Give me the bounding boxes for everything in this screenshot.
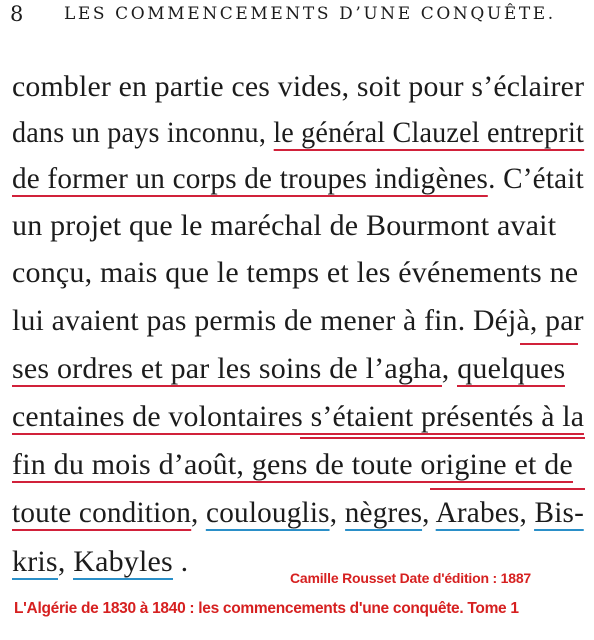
blue-underlined-word: Kabyles xyxy=(73,545,173,578)
text-segment: conçu, mais que le temps et les événements ne xyxy=(12,256,579,289)
underlined-phrase: quelques xyxy=(457,352,566,385)
text-segment: combler en partie ces vides, soit pour s’éclairer xyxy=(12,70,585,103)
text-line-4 xyxy=(12,209,556,243)
text-segment: un projet que le maréchal de Bourmont avait xyxy=(12,209,557,242)
text-segment: . C’était xyxy=(488,162,584,195)
text-line-10 xyxy=(12,496,584,530)
underlined-phrase: centaines de volontaires s’étaient présentés à la xyxy=(12,400,585,433)
text-segment: , xyxy=(57,545,74,578)
blue-underlined-word: nègres xyxy=(344,496,423,529)
blue-underlined-word: Bis- xyxy=(534,496,584,529)
text-line-8 xyxy=(12,400,584,434)
underlined-phrase: fin du mois d’août, xyxy=(12,448,252,481)
running-head: LES COMMENCEMENTS D’UNE CONQUÊTE. xyxy=(64,4,556,24)
underlined-phrase: ses ordres et par les soins de l’agha xyxy=(12,352,442,385)
text-line-5 xyxy=(12,256,578,290)
text-line-9 xyxy=(12,448,573,482)
text-segment: lui avaient pas permis de mener à fin. Déjà, par xyxy=(12,304,584,337)
text-segment: , xyxy=(441,352,458,385)
blue-underlined-word: coulouglis xyxy=(206,496,330,529)
text-segment: , xyxy=(519,496,535,529)
page-number: 8 xyxy=(10,2,24,26)
underlined-phrase: toute condition xyxy=(12,496,192,529)
text-segment: , xyxy=(191,496,207,529)
red-pen-mark xyxy=(520,343,578,345)
text-segment: , xyxy=(422,496,436,529)
underlined-phrase: de former un corps de troupes indigènes xyxy=(12,162,489,195)
text-segment: dans un pays inconnu, xyxy=(12,116,274,149)
text-line-11 xyxy=(12,545,188,579)
text-line-7 xyxy=(12,352,565,386)
text-line-3 xyxy=(12,162,584,196)
red-pen-mark xyxy=(300,437,585,439)
text-segment: . xyxy=(172,545,189,578)
text-segment: , xyxy=(329,496,345,529)
text-line-1 xyxy=(12,70,584,104)
red-pen-mark xyxy=(430,488,585,490)
underlined-phrase: gens de toute origine et de xyxy=(251,448,573,481)
title-annotation: L'Algérie de 1830 à 1840 : les commencements d'une conquête. Tome 1 xyxy=(14,600,519,617)
text-line-6 xyxy=(12,304,584,338)
blue-underlined-word: Arabes xyxy=(435,496,520,529)
blue-underlined-word: kris xyxy=(12,545,58,578)
text-line-2 xyxy=(12,116,584,150)
author-annotation: Camille Rousset Date d'édition : 1887 xyxy=(290,570,531,586)
underlined-phrase: le général Clauzel entreprit xyxy=(273,116,584,149)
